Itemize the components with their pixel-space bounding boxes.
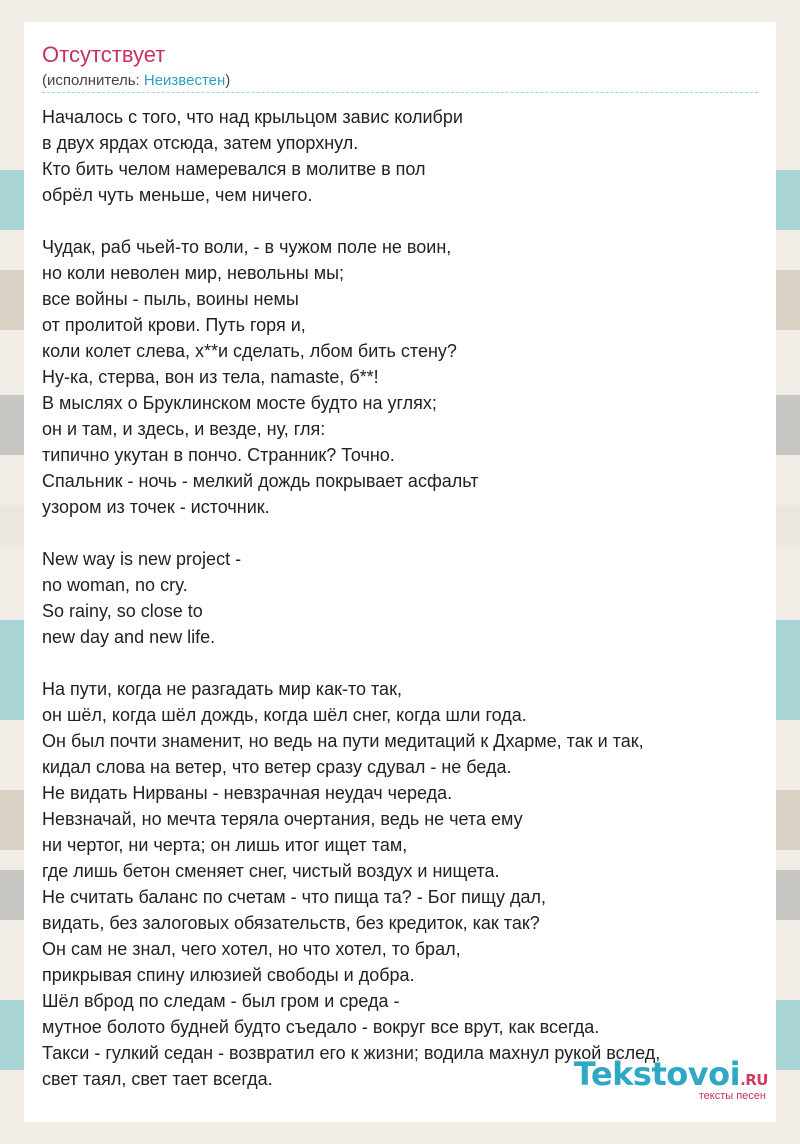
logo-tld: .RU (740, 1071, 768, 1089)
lyric-line: So rainy, so close to (42, 601, 203, 621)
lyric-line: Он был почти знаменит, но ведь на пути медитаций к Дхарме, так и так, (42, 731, 644, 751)
lyric-line: кидал слова на ветер, что ветер сразу сдувал - не беда. (42, 757, 512, 777)
lyric-line: ни чертог, ни черта; он лишь итог ищет там, (42, 835, 408, 855)
logo-tagline: тексты песен (698, 1090, 766, 1102)
lyric-line (42, 520, 762, 546)
lyric-line (42, 650, 762, 676)
lyric-line: свет таял, свет тает всегда. (42, 1069, 273, 1089)
lyric-line: В мыслях о Бруклинском мосте будто на углях; (42, 393, 437, 413)
lyric-line: все войны - пыль, воины немы (42, 289, 299, 309)
lyric-line: Такси - гулкий седан - возвратил его к жизни; водила махнул рукой вслед, (42, 1043, 661, 1063)
lyric-line: мутное болото будней будто съедало - вокруг все врут, как всегда. (42, 1017, 600, 1037)
lyric-line: new day and new life. (42, 627, 216, 647)
lyric-line: Невзначай, но мечта теряла очертания, ведь не чета ему (42, 809, 523, 829)
song-title: Отсутствует (42, 42, 166, 67)
logo-name: Tekstovoi (573, 1055, 741, 1093)
lyric-line: прикрывая спину илюзией свободы и добра. (42, 965, 415, 985)
lyric-line: Чудак, раб чьей-то воли, - в чужом поле не воин, (42, 237, 452, 257)
lyric-line: Он сам не знал, чего хотел, но что хотел, то брал, (42, 939, 461, 959)
lyric-line: На пути, когда не разгадать мир как-то так, (42, 679, 402, 699)
site-logo[interactable] (574, 1055, 768, 1102)
lyric-line: он и там, и здесь, и везде, ну, гля: (42, 419, 326, 439)
lyric-line: Кто бить челом намеревался в молитве в пол (42, 159, 426, 179)
lyric-line: New way is new project - (42, 549, 242, 569)
lyric-line: в двух ярдах отсюда, затем упорхнул. (42, 133, 359, 153)
lyric-line: типично укутан в пончо. Странник? Точно. (42, 445, 395, 465)
lyric-line: от пролитой крови. Путь горя и, (42, 315, 306, 335)
artist-link[interactable]: Неизвестен (143, 72, 226, 89)
artist-line (42, 72, 230, 89)
lyrics-card (24, 22, 776, 1122)
lyric-line: видать, без залоговых обязательств, без кредиток, как так? (42, 913, 540, 933)
lyric-line: Спальник - ночь - мелкий дождь покрывает асфальт (42, 471, 479, 491)
lyric-line: Не считать баланс по счетам - что пища та? - Бог пищу дал, (42, 887, 546, 907)
lyrics-text (42, 104, 762, 1092)
lyric-line: no woman, no cry. (42, 575, 188, 595)
lyric-line: узором из точек - источник. (42, 497, 270, 517)
lyric-line: он шёл, когда шёл дождь, когда шёл снег, когда шли года. (42, 705, 527, 725)
artist-prefix: (исполнитель: (42, 72, 144, 89)
lyric-line: Ну-ка, стерва, вон из тела, namaste, б**! (42, 367, 379, 387)
lyric-line: где лишь бетон сменяет снег, чистый воздух и нищета. (42, 861, 500, 881)
artist-suffix: ) (225, 72, 231, 89)
lyric-line: коли колет слева, х**и сделать, лбом бить стену? (42, 341, 457, 361)
lyric-line: Началось с того, что над крыльцом завис колибри (42, 107, 463, 127)
lyric-line: Шёл вброд по следам - был гром и среда - (42, 991, 400, 1011)
lyric-line: Не видать Нирваны - невзрачная неудач череда. (42, 783, 453, 803)
lyric-line (42, 208, 762, 234)
lyric-line: обрёл чуть меньше, чем ничего. (42, 185, 313, 205)
lyric-line: но коли неволен мир, невольны мы; (42, 263, 345, 283)
title-divider (42, 92, 758, 93)
